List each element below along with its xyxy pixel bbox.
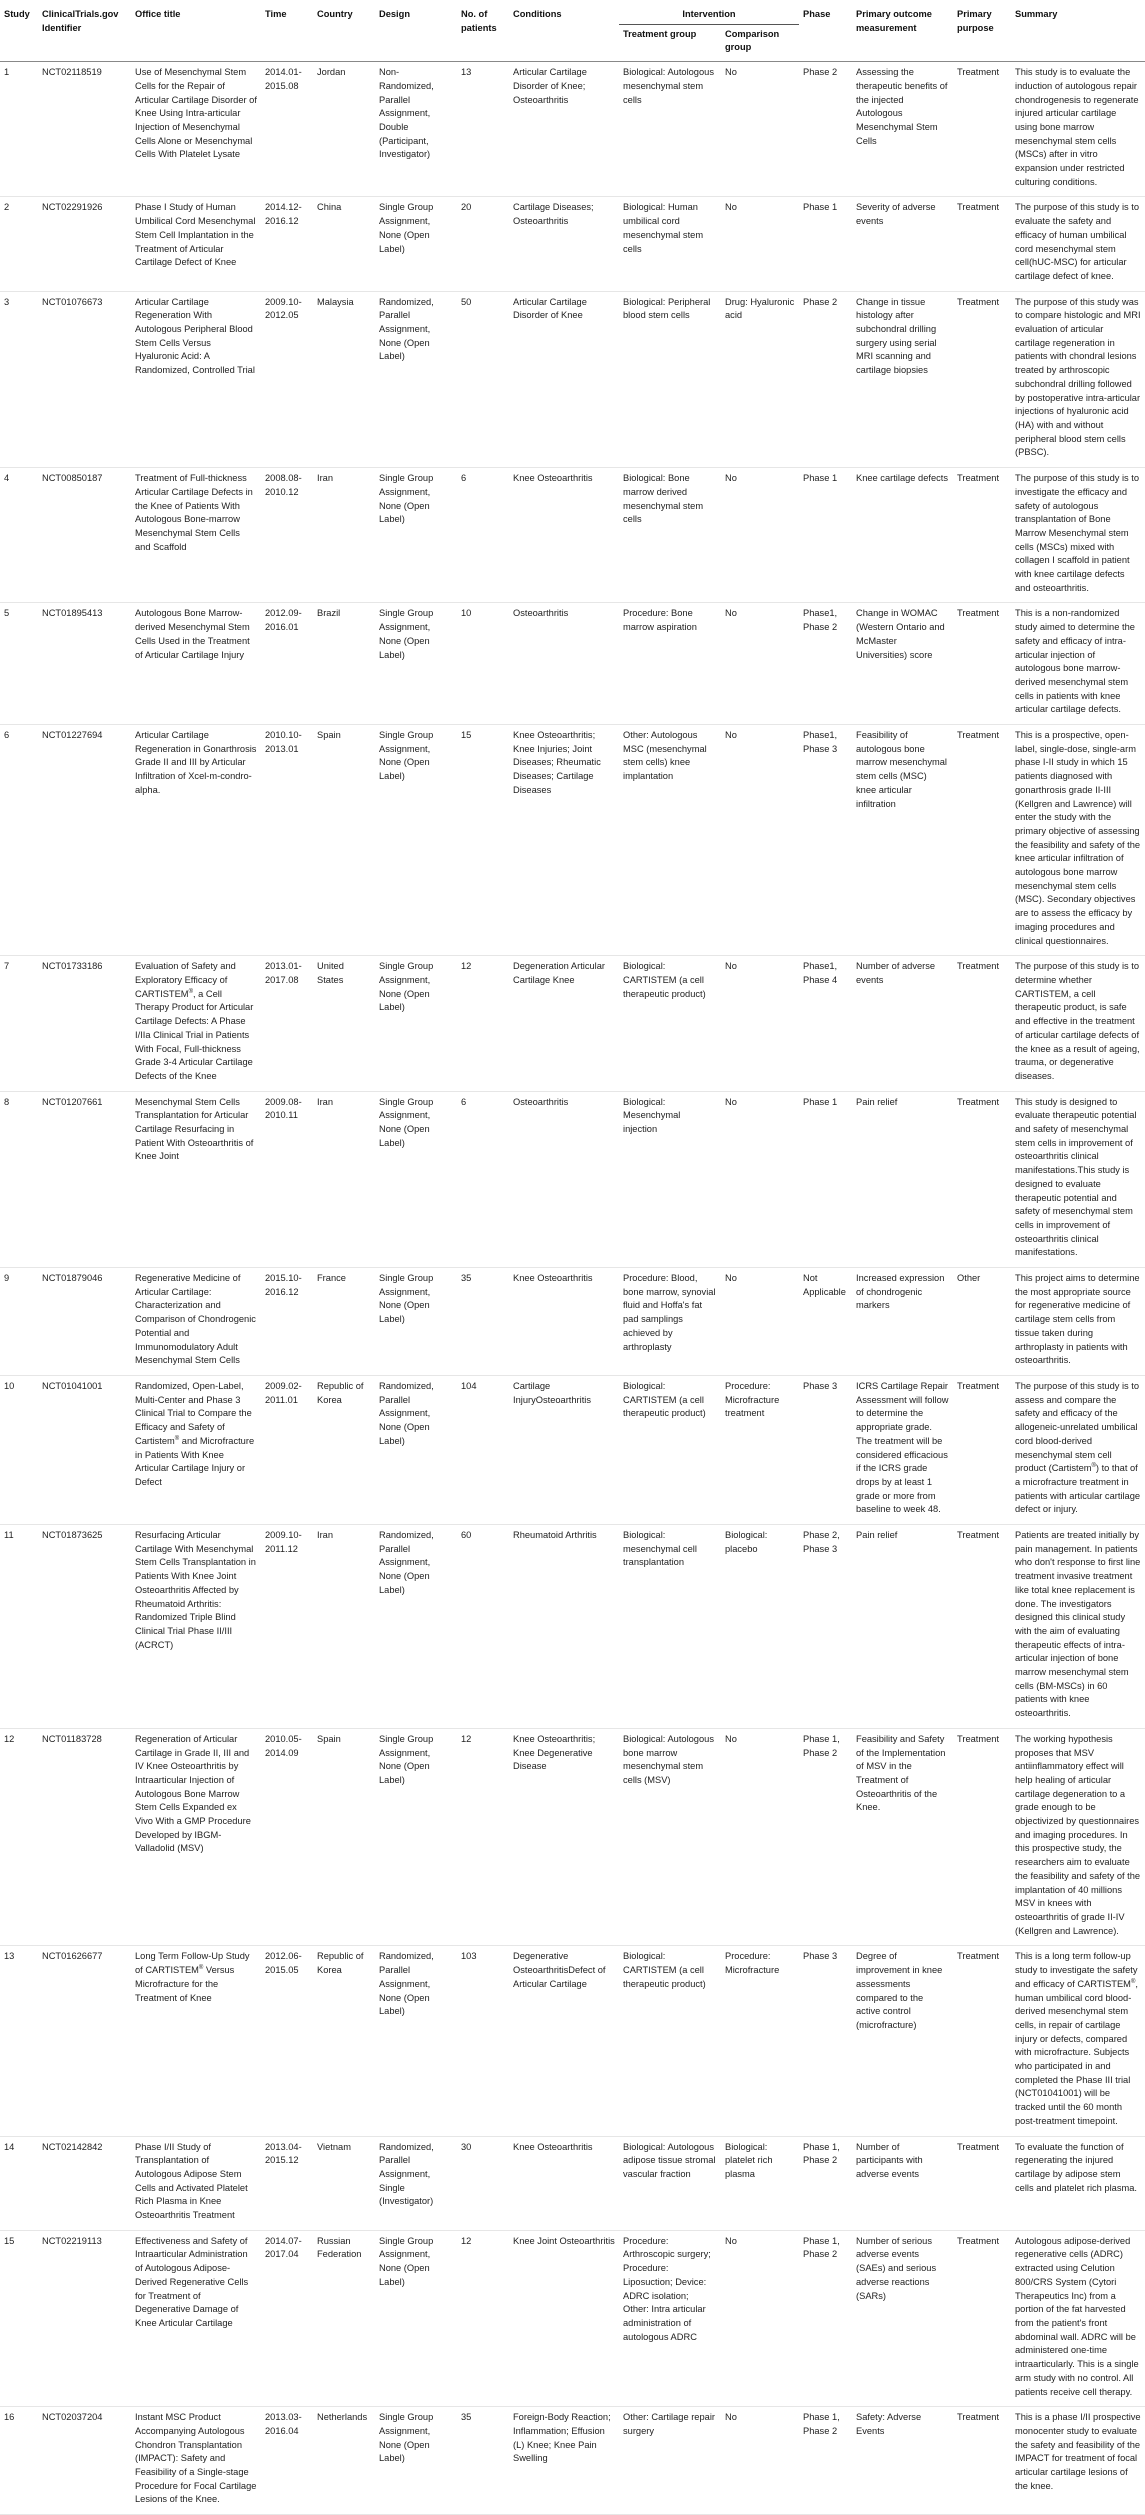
title-cell: Phase I/II Study of Transplantation of Autologous Adipose Stem Cells and Activated Platelet Rich Plasma in Knee Osteoarthritis Treatment (135, 2141, 248, 2221)
title-cell: Phase I Study of Human Umbilical Cord Mesenchymal Stem Cell Implantation in the Treatment of Articular Cartilage Defect of Knee (135, 202, 256, 268)
conditions-cell: Knee Osteoarthritis (513, 1273, 593, 1284)
patients-cell: 35 (461, 2412, 472, 2423)
country-cell: Brazil (317, 608, 341, 619)
comparison-cell: No (725, 202, 737, 213)
summary-cell: Autologous adipose-derived regenerative cells (ADRC) extracted using Celution 800/CRS System (Cytori Therapeutics Inc) from a portion of the fat harvested from the patient's front abdominal wall. ADRC will be administered one-time intraarticularly. This is a single arm study with no control. All patients receive cell therapy. (1015, 2235, 1139, 2397)
header-summary: Summary (1011, 0, 1145, 62)
design-cell: Single Group Assignment, None (Open Label) (379, 730, 434, 782)
outcome-cell: Assessing the therapeutic benefits of the injected Autologous Mesenchymal Stem Cells (856, 67, 948, 146)
title-cell: Long Term Follow-Up Study of CARTISTEM® Versus Microfracture for the Treatment of Knee (135, 1951, 250, 2003)
summary-cell: This is a phase I/II prospective monocenter study to evaluate the safety and feasibility of the IMPACT for treatment of focal articular cartilage lesions of the knee. (1015, 2412, 1141, 2491)
comparison-cell: No (725, 1096, 737, 1107)
design-cell: Single Group Assignment, None (Open Label) (379, 961, 434, 1013)
patients-cell: 6 (461, 473, 467, 484)
time-cell: 2008.08-2010.12 (265, 473, 302, 497)
header-design: Design (375, 0, 457, 62)
identifier-cell: NCT01227694 (42, 730, 103, 741)
country-cell: United States (317, 961, 344, 985)
phase-cell: Phase 3 (803, 1380, 838, 1391)
purpose-cell: Treatment (957, 961, 1000, 972)
header-title: Office title (131, 0, 261, 62)
time-cell: 2010.10-2013.01 (265, 730, 302, 754)
study-cell: 1 (4, 67, 10, 78)
title-cell: Resurfacing Articular Cartilage With Mesenchymal Stem Cells Transplantation in Patients With Knee Joint Osteoarthritis Affected by Rheumatoid Arthritis: Randomized Triple Blind Clinical Trial Phase II/III (ACRCT) (135, 1530, 256, 1650)
phase-cell: Phase1, Phase 2 (803, 608, 838, 633)
comparison-cell: Drug: Hyaluronic acid (725, 296, 795, 321)
comparison-cell: No (725, 608, 737, 619)
treatment-cell: Biological: CARTISTEM (a cell therapeutic product) (623, 1380, 706, 1419)
title-cell: Evaluation of Safety and Exploratory Efficacy of CARTISTEM®, a Cell Therapy Product for Articular Cartilage Defects: A Phase I/IIa Clinical Trial in Patients With Focal, Full-thickness Grade 3-4 Articular Cartilage Defects of the Knee (135, 961, 254, 1081)
patients-cell: 30 (461, 2141, 472, 2152)
header-country: Country (313, 0, 375, 62)
phase-cell: Phase 3 (803, 1951, 838, 1962)
title-cell: Instant MSC Product Accompanying Autologous Chondron Transplantation (IMPACT): Safety and Feasibility of a Single-stage Procedure for Focal Cartilage Lesions of the Knee. (135, 2412, 257, 2505)
summary-cell: The purpose of this study is to determine whether CARTISTEM, a cell therapeutic product, is safe and effective in the treatment of articular cartilage defects of the knee as a result of ageing, trauma, or degenerative diseases. (1015, 961, 1140, 1081)
title-cell: Articular Cartilage Regeneration in Gonarthrosis Grade II and III by Articular Infiltration of Xcel-m-condro-alpha. (135, 730, 257, 795)
table-row (0, 1525, 1145, 1729)
treatment-cell: Biological: Autologous mesenchymal stem cells (623, 67, 714, 105)
country-cell: China (317, 202, 342, 213)
treatment-cell: Other: Cartilage repair surgery (623, 2412, 715, 2436)
summary-cell: The purpose of this study was to compare histologic and MRI evaluation of articular cartilage regeneration in patients with chondral lesions treated by arthroscopic subchondral drilling followed by postoperative intra-articular injections of hyaluronic acid (HA) with and without peripheral blood stem cells (PBSC). (1015, 296, 1141, 458)
title-cell: Use of Mesenchymal Stem Cells for the Repair of Articular Cartilage Disorder of Knee Using Intra-articular Injection of Mesenchymal Cells Alone or Mesenchymal Cells With Platelet Lysate (135, 67, 257, 160)
study-cell: 11 (4, 1530, 14, 1541)
header-study: Study (0, 0, 38, 62)
table-row (0, 2407, 1145, 2515)
summary-cell: To evaluate the function of regenerating the injured cartilage by adipose stem cells and platelet rich plasma. (1015, 2141, 1137, 2193)
comparison-cell: No (725, 473, 737, 484)
identifier-cell: NCT02291926 (42, 202, 103, 213)
title-cell: Articular Cartilage Regeneration With Autologous Peripheral Blood Stem Cells Versus Hyaluronic Acid: A Randomized, Controlled Trial (135, 296, 255, 376)
design-cell: Randomized, Parallel Assignment, Single (Investigator) (379, 2141, 434, 2207)
purpose-cell: Treatment (957, 2235, 1000, 2246)
table-body (0, 62, 1145, 2515)
table-row (0, 1091, 1145, 1267)
comparison-cell: No (725, 2235, 737, 2246)
study-cell: 10 (4, 1380, 15, 1391)
header-time: Time (261, 0, 313, 62)
design-cell: Single Group Assignment, None (Open Label) (379, 608, 434, 660)
patients-cell: 35 (461, 1273, 472, 1284)
treatment-cell: Biological: Bone marrow derived mesenchymal stem cells (623, 473, 704, 525)
title-cell: Regeneration of Articular Cartilage in Grade II, III and IV Knee Osteoarthritis by Intraarticular Injection of Autologous Bone Marrow Stem Cells Expanded ex Vivo With a GMP Procedure Developed by IBGM-Valladolid (MSV) (135, 1733, 251, 1854)
patients-cell: 50 (461, 296, 472, 307)
header-identifier: ClinicalTrials.gov Identifier (38, 0, 131, 62)
outcome-cell: Pain relief (856, 1096, 898, 1107)
phase-cell: Phase 1 (803, 1096, 838, 1107)
identifier-cell: NCT01183728 (42, 1733, 102, 1744)
table-row (0, 1728, 1145, 1946)
table-row (0, 725, 1145, 956)
country-cell: Vietnam (317, 2141, 351, 2152)
phase-cell: Phase 1 (803, 202, 838, 213)
phase-cell: Not Applicable (803, 1273, 846, 1297)
country-cell: Netherlands (317, 2412, 368, 2423)
header-conditions: Conditions (509, 0, 619, 62)
outcome-cell: Change in WOMAC (Western Ontario and McMaster Universities) score (856, 608, 945, 660)
purpose-cell: Treatment (957, 202, 1000, 213)
design-cell: Single Group Assignment, None (Open Label) (379, 1733, 434, 1785)
design-cell: Single Group Assignment, None (Open Label) (379, 1273, 434, 1325)
identifier-cell: NCT01873625 (42, 1530, 103, 1541)
treatment-cell: Biological: Human umbilical cord mesenchymal stem cells (623, 202, 704, 254)
identifier-cell: NCT02219113 (42, 2235, 102, 2246)
identifier-cell: NCT01733186 (42, 961, 103, 972)
identifier-cell: NCT00850187 (42, 473, 103, 484)
conditions-cell: Knee Osteoarthritis (513, 2141, 593, 2152)
table-row (0, 2136, 1145, 2230)
design-cell: Non-Randomized, Parallel Assignment, Double (Participant, Investigator) (379, 67, 434, 160)
study-cell: 2 (4, 202, 10, 213)
purpose-cell: Treatment (957, 296, 1000, 307)
table-row (0, 2230, 1145, 2406)
study-cell: 4 (4, 473, 10, 484)
phase-cell: Phase 2 (803, 67, 838, 78)
title-cell: Autologous Bone Marrow-derived Mesenchymal Stem Cells Used in the Treatment of Articular Cartilage Injury (135, 608, 250, 660)
time-cell: 2009.02-2011.01 (265, 1380, 302, 1405)
country-cell: Spain (317, 730, 341, 741)
conditions-cell: Cartilage Diseases; Osteoarthritis (513, 202, 594, 227)
identifier-cell: NCT01626677 (42, 1951, 103, 1962)
time-cell: 2009.08-2010.11 (265, 1096, 302, 1121)
outcome-cell: Feasibility and Safety of the Implementation of MSV in the Treatment of Osteoarthritis of the Knee. (856, 1733, 946, 1813)
study-cell: 8 (4, 1096, 10, 1107)
identifier-cell: NCT01041001 (42, 1380, 103, 1391)
study-cell: 13 (4, 1951, 15, 1962)
conditions-cell: Articular Cartilage Disorder of Knee (513, 296, 587, 321)
design-cell: Single Group Assignment, None (Open Label) (379, 2235, 434, 2287)
phase-cell: Phase 1, Phase 2 (803, 1733, 840, 1758)
purpose-cell: Other (957, 1273, 981, 1284)
treatment-cell: Biological: CARTISTEM (a cell therapeutic product) (623, 1951, 706, 1989)
time-cell: 2010.05-2014.09 (265, 1733, 302, 1758)
phase-cell: Phase 1 (803, 473, 838, 484)
purpose-cell: Treatment (957, 1951, 1000, 1962)
patients-cell: 6 (461, 1096, 467, 1107)
conditions-cell: Degenerative OsteoarthritisDefect of Articular Cartilage (513, 1951, 606, 1989)
outcome-cell: ICRS Cartilage Repair Assessment will follow to determine the appropriate grade. The treatment will be considered efficacious if the ICRS grade drops by at least 1 grade or more from baseline to week 48. (856, 1380, 949, 1515)
summary-cell: This is a prospective, open-label, single-dose, single-arm phase I-II study in which 15 patients diagnosed with gonarthrosis grade II-III (Kellgren and Lawrence) will enter the study with the primary objective of assessing the feasibility and safety of the knee articular infiltration of autologous bone marrow mesenchymal stem cells (MSC). Secondary objectives are to assess the efficacy by imaging procedures and clinical questionnaires. (1015, 730, 1141, 946)
outcome-cell: Change in tissue histology after subchondral drilling surgery using serial MRI scanning and cartilage biopsies (856, 296, 937, 376)
phase-cell: Phase 1, Phase 2 (803, 2141, 840, 2166)
phase-cell: Phase 1, Phase 2 (803, 2235, 840, 2260)
time-cell: 2013.03-2016.04 (265, 2412, 302, 2436)
treatment-cell: Biological: mesenchymal cell transplantation (623, 1530, 697, 1568)
design-cell: Single Group Assignment, None (Open Label) (379, 473, 434, 525)
header-outcome: Primary outcome measurement (852, 0, 953, 62)
patients-cell: 103 (461, 1951, 477, 1962)
purpose-cell: Treatment (957, 1096, 1000, 1107)
time-cell: 2014.01-2015.08 (265, 67, 302, 91)
study-cell: 14 (4, 2141, 15, 2152)
design-cell: Randomized, Parallel Assignment, None (Open Label) (379, 1951, 434, 2017)
table-row (0, 1375, 1145, 1524)
patients-cell: 20 (461, 202, 472, 213)
country-cell: Iran (317, 1530, 334, 1541)
purpose-cell: Treatment (957, 2412, 1000, 2423)
patients-cell: 12 (461, 1733, 472, 1744)
summary-cell: This is a long term follow-up study to investigate the safety and efficacy of CARTISTEM®, human umbilical cord blood-derived mesenchymal stem cells, in repair of cartilage injury or defects, compared with microfracture. Subjects who participated in and completed the Phase III trial (NCT01041001) will be tracked until the 60 month post-treatment timepoint. (1015, 1951, 1138, 2126)
table-row (0, 62, 1145, 197)
time-cell: 2015.10-2016.12 (265, 1273, 302, 1297)
time-cell: 2012.06-2015.05 (265, 1951, 302, 1976)
country-cell: Iran (317, 473, 334, 484)
treatment-cell: Biological: Peripheral blood stem cells (623, 296, 711, 321)
table-row (0, 1946, 1145, 2136)
table-row (0, 197, 1145, 291)
header-patients: No. of patients (457, 0, 509, 62)
outcome-cell: Feasibility of autologous bone marrow mesenchymal stem cells (MSC) knee articular infiltration (856, 730, 947, 809)
table-row (0, 603, 1145, 725)
identifier-cell: NCT01895413 (42, 608, 103, 619)
header-treatment-group: Treatment group (619, 24, 721, 61)
summary-cell: This is a non-randomized study aimed to determine the safety and efficacy of intra-articular injection of autologous bone marrow-derived mesenchymal stem cells in patients with knee articular cartilage defects. (1015, 608, 1135, 715)
comparison-cell: Procedure: Microfracture (725, 1951, 780, 1976)
study-cell: 5 (4, 608, 10, 619)
treatment-cell: Procedure: Arthroscopic surgery; Procedure: Liposuction; Device: ADRC isolation; Other: Intra articular administration of autologous ADRC (623, 2235, 711, 2342)
identifier-cell: NCT01207661 (42, 1096, 103, 1107)
identifier-cell: NCT01879046 (42, 1273, 103, 1284)
phase-cell: Phase 1, Phase 2 (803, 2412, 840, 2436)
outcome-cell: Number of participants with adverse events (856, 2141, 923, 2179)
outcome-cell: Increased expression of chondrogenic markers (856, 1273, 945, 1311)
title-cell: Mesenchymal Stem Cells Transplantation for Articular Cartilage Resurfacing in Patient With Osteoarthritis of Knee Joint (135, 1096, 254, 1162)
header-purpose: Primary purpose (953, 0, 1011, 62)
header-intervention: Intervention (619, 0, 799, 24)
phase-cell: Phase 2 (803, 296, 838, 307)
country-cell: Jordan (317, 67, 346, 78)
patients-cell: 12 (461, 961, 472, 972)
design-cell: Single Group Assignment, None (Open Label) (379, 202, 434, 254)
patients-cell: 10 (461, 608, 472, 619)
identifier-cell: NCT02037204 (42, 2412, 103, 2423)
design-cell: Single Group Assignment, None (Open Label) (379, 1096, 434, 1148)
header-phase: Phase (799, 0, 852, 62)
outcome-cell: Number of serious adverse events (SAEs) and serious adverse reactions (SARs) (856, 2235, 937, 2301)
purpose-cell: Treatment (957, 2141, 1000, 2152)
treatment-cell: Biological: Autologous bone marrow mesenchymal stem cells (MSV) (623, 1733, 714, 1785)
design-cell: Randomized, Parallel Assignment, None (Open Label) (379, 1530, 434, 1595)
country-cell: France (317, 1273, 346, 1284)
purpose-cell: Treatment (957, 1733, 1000, 1744)
title-cell: Treatment of Full-thickness Articular Cartilage Defects in the Knee of Patients With Autologous Bone-marrow Mesenchymal Stem Cells and Scaffold (135, 473, 253, 552)
country-cell: Malaysia (317, 296, 354, 307)
conditions-cell: Knee Osteoarthritis; Knee Degenerative Disease (513, 1733, 596, 1772)
study-cell: 12 (4, 1733, 15, 1744)
conditions-cell: Rheumatoid Arthritis (513, 1530, 597, 1541)
design-cell: Single Group Assignment, None (Open Label) (379, 2412, 434, 2464)
outcome-cell: Severity of adverse events (856, 202, 936, 227)
purpose-cell: Treatment (957, 608, 1000, 619)
conditions-cell: Osteoarthritis (513, 1096, 569, 1107)
conditions-cell: Osteoarthritis (513, 608, 569, 619)
comparison-cell: No (725, 730, 737, 741)
outcome-cell: Safety: Adverse Events (856, 2412, 922, 2436)
patients-cell: 60 (461, 1530, 472, 1541)
table-row (0, 1268, 1145, 1376)
header-comparison-group: Comparison group (721, 24, 799, 61)
conditions-cell: Foreign-Body Reaction; Inflammation; Effusion (L) Knee; Knee Pain Swelling (513, 2412, 611, 2464)
time-cell: 2014.12-2016.12 (265, 202, 302, 227)
study-cell: 9 (4, 1273, 10, 1284)
identifier-cell: NCT02142842 (42, 2141, 103, 2152)
purpose-cell: Treatment (957, 1380, 1000, 1391)
design-cell: Randomized, Parallel Assignment, None (Open Label) (379, 296, 434, 362)
phase-cell: Phase1, Phase 3 (803, 730, 838, 754)
phase-cell: Phase 2, Phase 3 (803, 1530, 840, 1554)
country-cell: Republic of Korea (317, 1951, 364, 1976)
conditions-cell: Knee Osteoarthritis (513, 473, 593, 484)
study-cell: 7 (4, 961, 10, 972)
time-cell: 2013.01-2017.08 (265, 961, 302, 985)
conditions-cell: Knee Joint Osteoarthritis (513, 2235, 615, 2246)
summary-cell: The purpose of this study is to assess and compare the safety and efficacy of the allogeneic-unrelated umbilical cord blood-derived mesenchymal stem cell product (Cartistem®) to that of a microfracture treatment in patients with articular cartilage defect or injury. (1015, 1380, 1141, 1515)
purpose-cell: Treatment (957, 730, 1000, 741)
purpose-cell: Treatment (957, 67, 1000, 78)
patients-cell: 104 (461, 1380, 477, 1391)
comparison-cell: No (725, 2412, 737, 2423)
country-cell: Republic of Korea (317, 1380, 364, 1405)
treatment-cell: Biological: CARTISTEM (a cell therapeutic product) (623, 961, 706, 999)
conditions-cell: Degeneration Articular Cartilage Knee (513, 961, 605, 985)
treatment-cell: Procedure: Bone marrow aspiration (623, 608, 697, 633)
time-cell: 2013.04-2015.12 (265, 2141, 302, 2166)
comparison-cell: Procedure: Microfracture treatment (725, 1380, 780, 1419)
outcome-cell: Pain relief (856, 1530, 898, 1541)
table-row (0, 956, 1145, 1091)
outcome-cell: Knee cartilage defects (856, 473, 949, 484)
summary-cell: This project aims to determine the most appropriate source for regenerative medicine of cartilage stem cells from tissue taken during arthroplasty in patients with osteoarthritis. (1015, 1273, 1140, 1366)
phase-cell: Phase1, Phase 4 (803, 961, 838, 985)
summary-cell: The purpose of this study is to evaluate the safety and efficacy of human umbilical cord mesenchymal stem cell(hUC-MSC) for articular cartilage defect of knee. (1015, 202, 1140, 281)
identifier-cell: NCT01076673 (42, 296, 103, 307)
treatment-cell: Biological: Mesenchymal injection (623, 1096, 681, 1135)
summary-cell: The purpose of this study is to investigate the efficacy and safety of autologous transplantation of Bone Marrow Mesenchymal stem cells (MSCs) mixed with collagen I scaffold in patient with knee cartilage defects and osteoarthritis. (1015, 473, 1140, 593)
treatment-cell: Other: Autologous MSC (mesenchymal stem cells) knee implantation (623, 730, 707, 782)
time-cell: 2009.10-2011.12 (265, 1530, 302, 1554)
purpose-cell: Treatment (957, 1530, 1000, 1541)
treatment-cell: Biological: Autologous adipose tissue stromal vascular fraction (623, 2141, 716, 2179)
comparison-cell: No (725, 67, 737, 78)
table-row (0, 468, 1145, 603)
patients-cell: 13 (461, 67, 472, 78)
treatment-cell: Procedure: Blood, bone marrow, synovial fluid and Hoffa's fat pad samplings achieved by arthroplasty (623, 1273, 716, 1352)
table-header (0, 0, 1145, 62)
study-cell: 15 (4, 2235, 15, 2246)
patients-cell: 12 (461, 2235, 472, 2246)
time-cell: 2009.10-2012.05 (265, 296, 302, 321)
outcome-cell: Number of adverse events (856, 961, 936, 985)
time-cell: 2012.09-2016.01 (265, 608, 302, 633)
study-cell: 6 (4, 730, 10, 741)
title-cell: Regenerative Medicine of Articular Cartilage: Characterization and Comparison of Chondrogenic Potential and Immunomodulatory Adult Mesenchymal Stem Cells (135, 1273, 256, 1366)
design-cell: Randomized, Parallel Assignment, None (Open Label) (379, 1380, 434, 1446)
identifier-cell: NCT02118519 (42, 67, 102, 78)
title-cell: Randomized, Open-Label, Multi-Center and Phase 3 Clinical Trial to Compare the Efficacy and Safety of Cartistem® and Microfracture in Patients With Knee Articular Cartilage Injury or Defect (135, 1380, 255, 1487)
summary-cell: This study is designed to evaluate therapeutic potential and safety of mesenchymal stem cells in improvement of osteoarthritis clinical manifestations.This study is designed to evaluate therapeutic potential and safety of mesenchymal stem cells in improvement of osteoarthritis clinical manifestations. (1015, 1096, 1137, 1258)
summary-cell: Patients are treated initially by pain management. In patients who don't response to first line treatment invasive treatment like total knee replacement is done. The investigators designed this clinical study with the aim of evaluating therapeutic effects of intra-articular injection of bone marrow mesenchymal stem cells (BM-MSCs) in 60 patients with knee osteoarthritis. (1015, 1530, 1141, 1719)
title-cell: Effectiveness and Safety of Intraarticular Administration of Autologous Adipose-Derived Regenerative Cells for Treatment of Degenerative Damage of Knee Articular Cartilage (135, 2235, 249, 2328)
purpose-cell: Treatment (957, 473, 1000, 484)
comparison-cell: No (725, 1733, 737, 1744)
comparison-cell: No (725, 961, 737, 972)
country-cell: Spain (317, 1733, 341, 1744)
outcome-cell: Degree of improvement in knee assessments compared to the active control (microfracture) (856, 1951, 943, 2030)
time-cell: 2014.07-2017.04 (265, 2235, 302, 2260)
table-row (0, 291, 1145, 467)
comparison-cell: No (725, 1273, 737, 1284)
comparison-cell: Biological: platelet rich plasma (725, 2141, 773, 2179)
country-cell: Iran (317, 1096, 334, 1107)
comparison-cell: Biological: placebo (725, 1530, 768, 1554)
study-cell: 16 (4, 2412, 15, 2423)
study-cell: 3 (4, 296, 10, 307)
conditions-cell: Articular Cartilage Disorder of Knee; Osteoarthritis (513, 67, 587, 105)
summary-cell: This study is to evaluate the induction of autologous repair chondrogenesis to regenerate injured articular cartilage using bone marrow mesenchymal stem cells (MSCs) after in vitro expansion under restricted culturing conditions. (1015, 67, 1139, 187)
patients-cell: 15 (461, 730, 472, 741)
country-cell: Russian Federation (317, 2235, 362, 2260)
conditions-cell: Cartilage InjuryOsteoarthritis (513, 1380, 592, 1405)
summary-cell: The working hypothesis proposes that MSV antiinflammatory effect will help healing of articular cartilage degeneration to a grade enough to be objectivized by questionnaires and imaging procedures. In this prospective study, the researchers aim to evaluate the feasibility and safety of the implantation of 40 millions MSV in knees with osteoarthritis of grade II-IV (Kellgren and Lawrence). (1015, 1733, 1141, 1936)
conditions-cell: Knee Osteoarthritis; Knee Injuries; Joint Diseases; Rheumatic Diseases; Cartilage Diseases (513, 730, 601, 795)
